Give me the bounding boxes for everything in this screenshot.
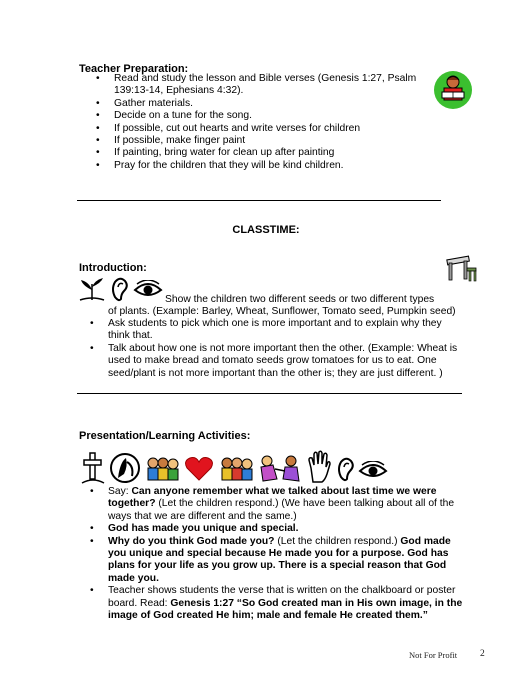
introduction-list bbox=[90, 318, 460, 380]
footer-text: Not For Profit bbox=[409, 650, 458, 660]
page-number: 2 bbox=[480, 649, 485, 659]
list-item: • Talk about how one is not more important then the other. (Example: Wheat is used to make bread and tomato seeds grow tomatoes for us to eat. One seed/plant is not more important than the other is; they are just different. ) bbox=[90, 343, 460, 380]
introduction-heading: Introduction: bbox=[79, 262, 147, 274]
list-item: • Decide on a tune for the song. bbox=[96, 110, 426, 122]
presentation-heading: Presentation/Learning Activities: bbox=[79, 430, 251, 442]
section-divider bbox=[77, 200, 441, 201]
intro-first-continuation: of plants. (Example: Barley, Wheat, Sunflower, Tomato seed, Pumpkin seed) bbox=[108, 306, 456, 317]
presentation-list bbox=[90, 486, 465, 622]
school-desk-icon bbox=[443, 254, 479, 284]
teacher-prep-list bbox=[96, 73, 426, 172]
list-item: • Ask students to pick which one is more important and to explain why they think that. bbox=[90, 318, 460, 343]
section-divider bbox=[77, 393, 462, 394]
teacher-prep-heading: Teacher Preparation: bbox=[79, 63, 189, 75]
heart-icon bbox=[184, 456, 214, 482]
eye-icon bbox=[358, 461, 388, 481]
list-item: • Why do you think God made you? (Let the children respond.) God made you unique and special because He made you for a purpose. God has plans for your life as you grow up. There is a special reason that God made you. bbox=[90, 536, 465, 586]
children-group-icon bbox=[144, 456, 180, 484]
classtime-heading: CLASSTIME: bbox=[232, 224, 300, 236]
list-item: • Say: Can anyone remember what we talked about last time we were together? (Let the children respond.) (We have been talking about all of the ways that we are different and the same.) bbox=[90, 486, 465, 523]
ear-icon bbox=[109, 275, 131, 303]
praying-hands-icon bbox=[108, 452, 142, 484]
ear-icon bbox=[335, 455, 357, 483]
eye-icon bbox=[133, 280, 163, 300]
list-item: • Pray for the children that they will be kind children. bbox=[96, 160, 426, 172]
list-item: • If possible, make finger paint bbox=[96, 135, 426, 147]
intro-first-line: Show the children two different seeds or two different types bbox=[165, 294, 435, 305]
children-group-icon bbox=[218, 456, 254, 484]
list-item: • God has made you unique and special. bbox=[90, 523, 465, 535]
list-item: • Read and study the lesson and Bible verses (Genesis 1:27, Psalm 139:13-14, Ephesians 4:32). bbox=[96, 73, 426, 98]
cross-icon bbox=[80, 451, 106, 485]
list-item: • Gather materials. bbox=[96, 98, 426, 110]
children-playing-icon bbox=[257, 453, 303, 485]
list-item: • If possible, cut out hearts and write verses for children bbox=[96, 123, 426, 135]
reading-child-icon bbox=[433, 70, 473, 110]
hand-icon bbox=[306, 450, 332, 484]
list-item: • Teacher shows students the verse that is written on the chalkboard or poster board. Read: Genesis 1:27 “So God created man in His own image, in the image of God created He him; male and female He created them.” bbox=[90, 585, 465, 622]
list-item: • If painting, bring water for clean up after painting bbox=[96, 147, 426, 159]
sprout-icon bbox=[77, 276, 107, 302]
